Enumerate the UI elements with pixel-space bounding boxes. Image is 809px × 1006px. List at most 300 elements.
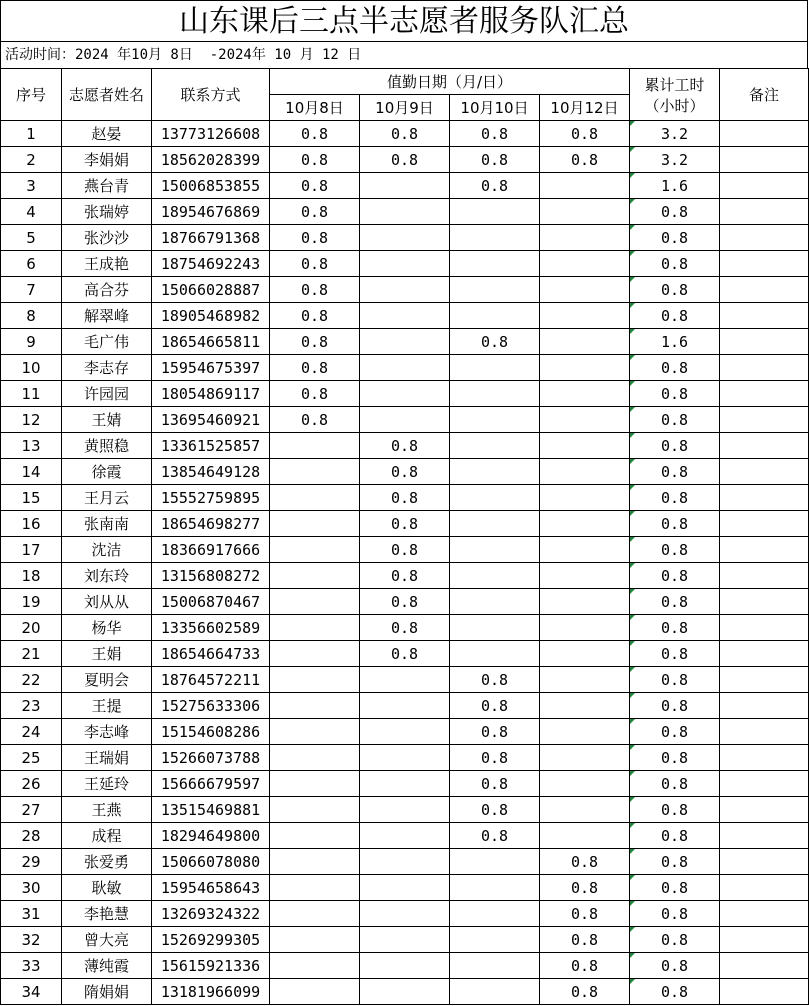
cell-d3[interactable] bbox=[450, 641, 540, 667]
cell-d2[interactable] bbox=[360, 173, 450, 199]
cell-phone[interactable]: 13269324322 bbox=[152, 901, 270, 927]
cell-d3[interactable] bbox=[450, 407, 540, 433]
cell-note[interactable] bbox=[720, 225, 809, 251]
cell-phone[interactable]: 15954658643 bbox=[152, 875, 270, 901]
cell-name[interactable]: 王成艳 bbox=[62, 251, 152, 277]
cell-seq[interactable]: 6 bbox=[1, 251, 62, 277]
cell-d3[interactable] bbox=[450, 459, 540, 485]
cell-seq[interactable]: 17 bbox=[1, 537, 62, 563]
cell-d3[interactable] bbox=[450, 277, 540, 303]
cell-name[interactable]: 隋娟娟 bbox=[62, 979, 152, 1005]
cell-d3[interactable]: 0.8 bbox=[450, 797, 540, 823]
cell-d1[interactable] bbox=[270, 979, 360, 1005]
cell-d4[interactable] bbox=[540, 771, 630, 797]
cell-phone[interactable]: 13854649128 bbox=[152, 459, 270, 485]
cell-d3[interactable] bbox=[450, 589, 540, 615]
cell-d3[interactable]: 0.8 bbox=[450, 121, 540, 147]
cell-d3[interactable]: 0.8 bbox=[450, 693, 540, 719]
cell-d2[interactable] bbox=[360, 823, 450, 849]
cell-name[interactable]: 张南南 bbox=[62, 511, 152, 537]
cell-seq[interactable]: 33 bbox=[1, 953, 62, 979]
cell-phone[interactable]: 15006870467 bbox=[152, 589, 270, 615]
cell-d3[interactable] bbox=[450, 615, 540, 641]
cell-note[interactable] bbox=[720, 173, 809, 199]
cell-d2[interactable] bbox=[360, 199, 450, 225]
cell-d1[interactable]: 0.8 bbox=[270, 303, 360, 329]
cell-d4[interactable] bbox=[540, 719, 630, 745]
cell-d3[interactable] bbox=[450, 875, 540, 901]
cell-phone[interactable]: 15615921336 bbox=[152, 953, 270, 979]
cell-phone[interactable]: 13773126608 bbox=[152, 121, 270, 147]
cell-d4[interactable] bbox=[540, 823, 630, 849]
cell-seq[interactable]: 7 bbox=[1, 277, 62, 303]
cell-d4[interactable] bbox=[540, 173, 630, 199]
cell-phone[interactable]: 15666679597 bbox=[152, 771, 270, 797]
cell-name[interactable]: 成程 bbox=[62, 823, 152, 849]
cell-seq[interactable]: 15 bbox=[1, 485, 62, 511]
cell-note[interactable] bbox=[720, 147, 809, 173]
cell-d1[interactable]: 0.8 bbox=[270, 355, 360, 381]
cell-d2[interactable] bbox=[360, 251, 450, 277]
cell-note[interactable] bbox=[720, 641, 809, 667]
cell-d3[interactable] bbox=[450, 511, 540, 537]
cell-seq[interactable]: 11 bbox=[1, 381, 62, 407]
cell-d3[interactable]: 0.8 bbox=[450, 147, 540, 173]
cell-seq[interactable]: 12 bbox=[1, 407, 62, 433]
cell-total[interactable]: 0.8 bbox=[630, 225, 720, 251]
cell-name[interactable]: 耿敏 bbox=[62, 875, 152, 901]
cell-d1[interactable] bbox=[270, 953, 360, 979]
cell-seq[interactable]: 25 bbox=[1, 745, 62, 771]
cell-d3[interactable]: 0.8 bbox=[450, 771, 540, 797]
cell-d4[interactable] bbox=[540, 745, 630, 771]
cell-d2[interactable] bbox=[360, 693, 450, 719]
cell-d2[interactable] bbox=[360, 667, 450, 693]
cell-name[interactable]: 燕台青 bbox=[62, 173, 152, 199]
cell-d4[interactable]: 0.8 bbox=[540, 927, 630, 953]
cell-note[interactable] bbox=[720, 771, 809, 797]
cell-d3[interactable] bbox=[450, 433, 540, 459]
cell-note[interactable] bbox=[720, 797, 809, 823]
cell-d4[interactable] bbox=[540, 381, 630, 407]
cell-seq[interactable]: 28 bbox=[1, 823, 62, 849]
cell-d2[interactable]: 0.8 bbox=[360, 589, 450, 615]
cell-note[interactable] bbox=[720, 121, 809, 147]
cell-d1[interactable] bbox=[270, 667, 360, 693]
cell-seq[interactable]: 26 bbox=[1, 771, 62, 797]
cell-total[interactable]: 0.8 bbox=[630, 511, 720, 537]
cell-d4[interactable] bbox=[540, 225, 630, 251]
cell-d2[interactable] bbox=[360, 355, 450, 381]
cell-d3[interactable] bbox=[450, 563, 540, 589]
cell-name[interactable]: 高合芬 bbox=[62, 277, 152, 303]
cell-name[interactable]: 曾大亮 bbox=[62, 927, 152, 953]
cell-d2[interactable]: 0.8 bbox=[360, 615, 450, 641]
cell-d3[interactable] bbox=[450, 901, 540, 927]
cell-note[interactable] bbox=[720, 355, 809, 381]
cell-total[interactable]: 0.8 bbox=[630, 615, 720, 641]
cell-phone[interactable]: 13515469881 bbox=[152, 797, 270, 823]
cell-note[interactable] bbox=[720, 953, 809, 979]
cell-total[interactable]: 0.8 bbox=[630, 641, 720, 667]
cell-seq[interactable]: 30 bbox=[1, 875, 62, 901]
cell-note[interactable] bbox=[720, 485, 809, 511]
cell-d3[interactable] bbox=[450, 381, 540, 407]
header-date-3[interactable]: 10月10日 bbox=[450, 95, 540, 121]
cell-d1[interactable]: 0.8 bbox=[270, 381, 360, 407]
cell-d4[interactable] bbox=[540, 199, 630, 225]
cell-seq[interactable]: 9 bbox=[1, 329, 62, 355]
cell-d2[interactable] bbox=[360, 719, 450, 745]
cell-d4[interactable] bbox=[540, 485, 630, 511]
cell-note[interactable] bbox=[720, 589, 809, 615]
cell-name[interactable]: 张瑞婷 bbox=[62, 199, 152, 225]
cell-name[interactable]: 刘东玲 bbox=[62, 563, 152, 589]
cell-d1[interactable] bbox=[270, 615, 360, 641]
cell-d2[interactable]: 0.8 bbox=[360, 563, 450, 589]
cell-d3[interactable]: 0.8 bbox=[450, 173, 540, 199]
cell-total[interactable]: 0.8 bbox=[630, 667, 720, 693]
cell-d4[interactable]: 0.8 bbox=[540, 901, 630, 927]
cell-total[interactable]: 0.8 bbox=[630, 927, 720, 953]
cell-d1[interactable] bbox=[270, 875, 360, 901]
cell-d4[interactable] bbox=[540, 251, 630, 277]
cell-d2[interactable] bbox=[360, 979, 450, 1005]
cell-d3[interactable] bbox=[450, 303, 540, 329]
cell-phone[interactable]: 15154608286 bbox=[152, 719, 270, 745]
cell-d3[interactable]: 0.8 bbox=[450, 823, 540, 849]
cell-d2[interactable] bbox=[360, 901, 450, 927]
cell-note[interactable] bbox=[720, 303, 809, 329]
cell-seq[interactable]: 31 bbox=[1, 901, 62, 927]
cell-d3[interactable] bbox=[450, 927, 540, 953]
cell-d1[interactable]: 0.8 bbox=[270, 121, 360, 147]
cell-d1[interactable] bbox=[270, 823, 360, 849]
cell-phone[interactable]: 18754692243 bbox=[152, 251, 270, 277]
cell-name[interactable]: 王娟 bbox=[62, 641, 152, 667]
cell-d1[interactable] bbox=[270, 563, 360, 589]
cell-total[interactable]: 0.8 bbox=[630, 693, 720, 719]
cell-phone[interactable]: 15954675397 bbox=[152, 355, 270, 381]
cell-name[interactable]: 李志存 bbox=[62, 355, 152, 381]
cell-phone[interactable]: 13695460921 bbox=[152, 407, 270, 433]
header-total-hours[interactable] bbox=[630, 69, 720, 121]
cell-total[interactable]: 1.6 bbox=[630, 173, 720, 199]
cell-phone[interactable]: 15006853855 bbox=[152, 173, 270, 199]
cell-d2[interactable] bbox=[360, 381, 450, 407]
cell-d2[interactable]: 0.8 bbox=[360, 433, 450, 459]
cell-d2[interactable] bbox=[360, 303, 450, 329]
cell-name[interactable]: 李艳慧 bbox=[62, 901, 152, 927]
cell-name[interactable]: 夏明会 bbox=[62, 667, 152, 693]
cell-name[interactable]: 许园园 bbox=[62, 381, 152, 407]
cell-d3[interactable]: 0.8 bbox=[450, 719, 540, 745]
cell-d4[interactable] bbox=[540, 459, 630, 485]
cell-d2[interactable] bbox=[360, 277, 450, 303]
cell-d2[interactable] bbox=[360, 927, 450, 953]
cell-name[interactable]: 黄照稳 bbox=[62, 433, 152, 459]
cell-d2[interactable] bbox=[360, 329, 450, 355]
cell-note[interactable] bbox=[720, 537, 809, 563]
cell-seq[interactable]: 14 bbox=[1, 459, 62, 485]
cell-d1[interactable] bbox=[270, 511, 360, 537]
cell-phone[interactable]: 18764572211 bbox=[152, 667, 270, 693]
cell-note[interactable] bbox=[720, 719, 809, 745]
cell-name[interactable]: 李娟娟 bbox=[62, 147, 152, 173]
cell-phone[interactable]: 18766791368 bbox=[152, 225, 270, 251]
cell-phone[interactable]: 18654664733 bbox=[152, 641, 270, 667]
cell-phone[interactable]: 18954676869 bbox=[152, 199, 270, 225]
cell-d2[interactable]: 0.8 bbox=[360, 641, 450, 667]
cell-d3[interactable] bbox=[450, 485, 540, 511]
cell-total[interactable]: 0.8 bbox=[630, 849, 720, 875]
cell-d1[interactable] bbox=[270, 771, 360, 797]
cell-note[interactable] bbox=[720, 459, 809, 485]
cell-d3[interactable] bbox=[450, 251, 540, 277]
cell-phone[interactable]: 13361525857 bbox=[152, 433, 270, 459]
cell-name[interactable]: 徐霞 bbox=[62, 459, 152, 485]
cell-name[interactable]: 张爱勇 bbox=[62, 849, 152, 875]
cell-seq[interactable]: 27 bbox=[1, 797, 62, 823]
cell-note[interactable] bbox=[720, 563, 809, 589]
cell-d4[interactable] bbox=[540, 797, 630, 823]
cell-seq[interactable]: 32 bbox=[1, 927, 62, 953]
cell-seq[interactable]: 4 bbox=[1, 199, 62, 225]
cell-d2[interactable]: 0.8 bbox=[360, 511, 450, 537]
cell-d2[interactable]: 0.8 bbox=[360, 121, 450, 147]
cell-note[interactable] bbox=[720, 615, 809, 641]
cell-d1[interactable] bbox=[270, 459, 360, 485]
cell-d4[interactable] bbox=[540, 355, 630, 381]
header-duty-dates[interactable]: 值勤日期（月/日） bbox=[270, 69, 630, 95]
cell-seq[interactable]: 1 bbox=[1, 121, 62, 147]
cell-d1[interactable] bbox=[270, 927, 360, 953]
cell-seq[interactable]: 34 bbox=[1, 979, 62, 1005]
cell-d1[interactable]: 0.8 bbox=[270, 199, 360, 225]
cell-total[interactable]: 0.8 bbox=[630, 719, 720, 745]
cell-d1[interactable] bbox=[270, 901, 360, 927]
cell-seq[interactable]: 10 bbox=[1, 355, 62, 381]
cell-d2[interactable]: 0.8 bbox=[360, 537, 450, 563]
cell-name[interactable]: 杨华 bbox=[62, 615, 152, 641]
cell-seq[interactable]: 18 bbox=[1, 563, 62, 589]
cell-d3[interactable]: 0.8 bbox=[450, 667, 540, 693]
cell-total[interactable]: 0.8 bbox=[630, 355, 720, 381]
cell-note[interactable] bbox=[720, 901, 809, 927]
cell-phone[interactable]: 15066028887 bbox=[152, 277, 270, 303]
cell-name[interactable]: 沈洁 bbox=[62, 537, 152, 563]
cell-d1[interactable] bbox=[270, 745, 360, 771]
cell-phone[interactable]: 18562028399 bbox=[152, 147, 270, 173]
cell-d4[interactable] bbox=[540, 433, 630, 459]
cell-seq[interactable]: 22 bbox=[1, 667, 62, 693]
cell-d4[interactable]: 0.8 bbox=[540, 147, 630, 173]
cell-d4[interactable] bbox=[540, 329, 630, 355]
cell-d4[interactable]: 0.8 bbox=[540, 121, 630, 147]
cell-seq[interactable]: 29 bbox=[1, 849, 62, 875]
cell-d1[interactable] bbox=[270, 693, 360, 719]
cell-name[interactable]: 薄纯霞 bbox=[62, 953, 152, 979]
cell-seq[interactable]: 13 bbox=[1, 433, 62, 459]
cell-d1[interactable]: 0.8 bbox=[270, 173, 360, 199]
header-seq[interactable]: 序号 bbox=[1, 69, 62, 121]
header-name[interactable]: 志愿者姓名 bbox=[62, 69, 152, 121]
cell-d4[interactable] bbox=[540, 615, 630, 641]
cell-d2[interactable]: 0.8 bbox=[360, 147, 450, 173]
cell-note[interactable] bbox=[720, 979, 809, 1005]
cell-total[interactable]: 3.2 bbox=[630, 147, 720, 173]
cell-phone[interactable]: 18654698277 bbox=[152, 511, 270, 537]
cell-d1[interactable] bbox=[270, 537, 360, 563]
cell-d4[interactable] bbox=[540, 563, 630, 589]
cell-total[interactable]: 0.8 bbox=[630, 875, 720, 901]
cell-phone[interactable]: 13356602589 bbox=[152, 615, 270, 641]
cell-seq[interactable]: 21 bbox=[1, 641, 62, 667]
cell-d4[interactable] bbox=[540, 303, 630, 329]
cell-name[interactable]: 赵晏 bbox=[62, 121, 152, 147]
cell-d3[interactable] bbox=[450, 537, 540, 563]
header-date-1[interactable]: 10月8日 bbox=[270, 95, 360, 121]
cell-d1[interactable] bbox=[270, 797, 360, 823]
cell-total[interactable]: 0.8 bbox=[630, 381, 720, 407]
cell-d4[interactable] bbox=[540, 693, 630, 719]
cell-phone[interactable]: 13156808272 bbox=[152, 563, 270, 589]
cell-d1[interactable]: 0.8 bbox=[270, 277, 360, 303]
cell-total[interactable]: 0.8 bbox=[630, 459, 720, 485]
cell-seq[interactable]: 24 bbox=[1, 719, 62, 745]
header-date-4[interactable]: 10月12日 bbox=[540, 95, 630, 121]
cell-phone[interactable]: 18366917666 bbox=[152, 537, 270, 563]
cell-seq[interactable]: 8 bbox=[1, 303, 62, 329]
cell-total[interactable]: 0.8 bbox=[630, 823, 720, 849]
cell-seq[interactable]: 3 bbox=[1, 173, 62, 199]
cell-total[interactable]: 0.8 bbox=[630, 277, 720, 303]
cell-d3[interactable] bbox=[450, 979, 540, 1005]
cell-d2[interactable] bbox=[360, 797, 450, 823]
cell-phone[interactable]: 15275633306 bbox=[152, 693, 270, 719]
cell-name[interactable]: 王提 bbox=[62, 693, 152, 719]
cell-name[interactable]: 解翠峰 bbox=[62, 303, 152, 329]
cell-d2[interactable]: 0.8 bbox=[360, 459, 450, 485]
cell-name[interactable]: 毛广伟 bbox=[62, 329, 152, 355]
cell-phone[interactable]: 13181966099 bbox=[152, 979, 270, 1005]
cell-total[interactable]: 0.8 bbox=[630, 199, 720, 225]
cell-total[interactable]: 0.8 bbox=[630, 433, 720, 459]
cell-d1[interactable] bbox=[270, 485, 360, 511]
cell-total[interactable]: 0.8 bbox=[630, 251, 720, 277]
cell-d1[interactable] bbox=[270, 719, 360, 745]
cell-phone[interactable]: 18905468982 bbox=[152, 303, 270, 329]
cell-total[interactable]: 0.8 bbox=[630, 797, 720, 823]
cell-d2[interactable] bbox=[360, 225, 450, 251]
cell-phone[interactable]: 18054869117 bbox=[152, 381, 270, 407]
cell-d1[interactable]: 0.8 bbox=[270, 251, 360, 277]
cell-name[interactable]: 王燕 bbox=[62, 797, 152, 823]
cell-name[interactable]: 王延玲 bbox=[62, 771, 152, 797]
cell-note[interactable] bbox=[720, 693, 809, 719]
cell-phone[interactable]: 18654665811 bbox=[152, 329, 270, 355]
header-contact[interactable]: 联系方式 bbox=[152, 69, 270, 121]
cell-seq[interactable]: 19 bbox=[1, 589, 62, 615]
cell-note[interactable] bbox=[720, 823, 809, 849]
cell-total[interactable]: 0.8 bbox=[630, 485, 720, 511]
cell-name[interactable]: 王瑞娟 bbox=[62, 745, 152, 771]
cell-note[interactable] bbox=[720, 745, 809, 771]
cell-seq[interactable]: 23 bbox=[1, 693, 62, 719]
cell-total[interactable]: 0.8 bbox=[630, 901, 720, 927]
cell-d4[interactable] bbox=[540, 277, 630, 303]
cell-d4[interactable] bbox=[540, 641, 630, 667]
cell-d3[interactable]: 0.8 bbox=[450, 745, 540, 771]
cell-total[interactable]: 0.8 bbox=[630, 589, 720, 615]
cell-d3[interactable]: 0.8 bbox=[450, 329, 540, 355]
cell-seq[interactable]: 5 bbox=[1, 225, 62, 251]
cell-note[interactable] bbox=[720, 927, 809, 953]
header-date-2[interactable]: 10月9日 bbox=[360, 95, 450, 121]
cell-d4[interactable] bbox=[540, 537, 630, 563]
cell-d4[interactable] bbox=[540, 589, 630, 615]
cell-d2[interactable] bbox=[360, 771, 450, 797]
cell-name[interactable]: 张沙沙 bbox=[62, 225, 152, 251]
cell-note[interactable] bbox=[720, 407, 809, 433]
cell-d4[interactable]: 0.8 bbox=[540, 849, 630, 875]
cell-d1[interactable] bbox=[270, 641, 360, 667]
cell-note[interactable] bbox=[720, 667, 809, 693]
cell-note[interactable] bbox=[720, 251, 809, 277]
cell-name[interactable]: 王婧 bbox=[62, 407, 152, 433]
cell-note[interactable] bbox=[720, 277, 809, 303]
cell-d1[interactable]: 0.8 bbox=[270, 329, 360, 355]
cell-note[interactable] bbox=[720, 875, 809, 901]
cell-d4[interactable]: 0.8 bbox=[540, 953, 630, 979]
cell-total[interactable]: 0.8 bbox=[630, 407, 720, 433]
cell-total[interactable]: 0.8 bbox=[630, 745, 720, 771]
cell-name[interactable]: 李志峰 bbox=[62, 719, 152, 745]
cell-total[interactable]: 0.8 bbox=[630, 953, 720, 979]
cell-seq[interactable]: 16 bbox=[1, 511, 62, 537]
cell-note[interactable] bbox=[720, 511, 809, 537]
cell-d4[interactable]: 0.8 bbox=[540, 979, 630, 1005]
cell-note[interactable] bbox=[720, 329, 809, 355]
cell-d3[interactable] bbox=[450, 199, 540, 225]
cell-d4[interactable] bbox=[540, 511, 630, 537]
cell-d1[interactable]: 0.8 bbox=[270, 147, 360, 173]
cell-total[interactable]: 0.8 bbox=[630, 303, 720, 329]
cell-d1[interactable]: 0.8 bbox=[270, 225, 360, 251]
cell-d1[interactable] bbox=[270, 589, 360, 615]
cell-seq[interactable]: 20 bbox=[1, 615, 62, 641]
cell-d1[interactable] bbox=[270, 433, 360, 459]
cell-d4[interactable] bbox=[540, 667, 630, 693]
cell-phone[interactable]: 18294649800 bbox=[152, 823, 270, 849]
cell-d4[interactable] bbox=[540, 407, 630, 433]
cell-d1[interactable] bbox=[270, 849, 360, 875]
cell-d3[interactable] bbox=[450, 225, 540, 251]
cell-total[interactable]: 0.8 bbox=[630, 563, 720, 589]
cell-total[interactable]: 0.8 bbox=[630, 537, 720, 563]
cell-phone[interactable]: 15269299305 bbox=[152, 927, 270, 953]
cell-total[interactable]: 0.8 bbox=[630, 979, 720, 1005]
cell-note[interactable] bbox=[720, 381, 809, 407]
cell-d3[interactable] bbox=[450, 953, 540, 979]
cell-total[interactable]: 1.6 bbox=[630, 329, 720, 355]
cell-phone[interactable]: 15266073788 bbox=[152, 745, 270, 771]
cell-name[interactable]: 刘从从 bbox=[62, 589, 152, 615]
cell-phone[interactable]: 15066078080 bbox=[152, 849, 270, 875]
cell-d2[interactable] bbox=[360, 849, 450, 875]
cell-d2[interactable] bbox=[360, 875, 450, 901]
cell-name[interactable]: 王月云 bbox=[62, 485, 152, 511]
